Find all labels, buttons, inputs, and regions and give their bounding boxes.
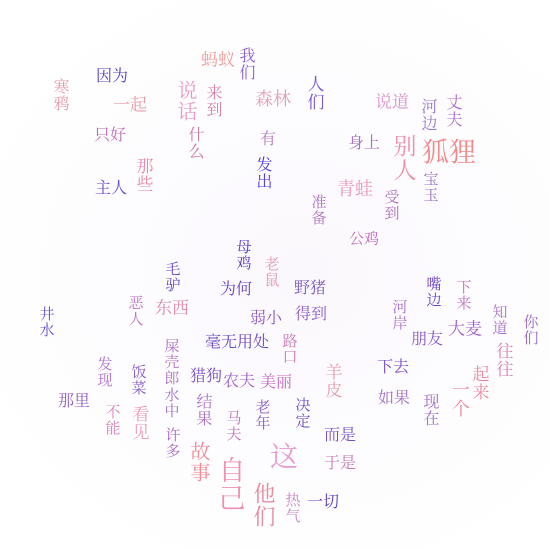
word-laonian: 老年 (253, 399, 272, 431)
word-yiqi: 一起 (113, 95, 147, 116)
word-shikelang: 屎壳郎 (162, 338, 181, 386)
word-bieren: 别人 (389, 134, 416, 182)
word-eren: 恶人 (126, 295, 145, 327)
word-yezhu: 野猪 (293, 278, 327, 297)
word-shuizhong: 水中 (162, 387, 181, 419)
word-shoudao: 受到 (382, 189, 401, 221)
word-gushi: 故事 (187, 441, 211, 483)
word-meili: 美丽 (259, 372, 293, 391)
word-shenshang: 身上 (347, 133, 381, 152)
word-ershi: 而是 (323, 425, 357, 444)
word-pengyou: 朋友 (410, 329, 444, 348)
word-xialai: 下来 (454, 279, 473, 311)
word-maolü: 毛驴 (163, 261, 182, 293)
word-jueding: 决定 (293, 397, 312, 429)
word-xianzai: 现在 (421, 393, 440, 427)
word-zhunbei: 准备 (309, 194, 328, 226)
word-ruguo: 如果 (377, 388, 411, 407)
word-nimen: 你们 (521, 314, 540, 346)
word-wangwang: 往往 (492, 342, 513, 378)
word-hean: 河岸 (390, 299, 409, 331)
word-xiaqu: 下去 (376, 357, 410, 376)
word-damai: 大麦 (448, 319, 482, 340)
word-ruoxiao: 弱小 (249, 308, 283, 327)
word-kanjian: 看见 (128, 405, 149, 441)
word-laidao: 来到 (204, 84, 223, 118)
word-shuodao: 说道 (375, 92, 409, 113)
word-qilai: 起来 (468, 365, 489, 401)
word-nongfu: 农夫 (222, 371, 256, 390)
word-renmen: 人们 (303, 75, 324, 111)
word-jieguo: 结果 (194, 393, 213, 427)
word-zhidao: 知道 (490, 304, 509, 336)
word-zhuren: 主人 (94, 178, 128, 197)
word-fancai: 饭菜 (129, 364, 148, 396)
word-buneng: 不能 (103, 404, 122, 436)
word-jingshui: 井水 (37, 306, 56, 338)
word-shenme: 什么 (186, 126, 205, 160)
word-zuibian: 嘴边 (424, 276, 443, 308)
word-qingwa: 青蛙 (337, 179, 373, 200)
word-hebian: 河边 (419, 98, 438, 132)
word-lukou: 路口 (280, 333, 299, 365)
word-zhangfu: 丈夫 (444, 94, 463, 128)
word-senlin: 森林 (255, 89, 291, 110)
word-haowuyongchu: 毫无用处 (204, 332, 270, 351)
word-laoshu: 老鼠 (262, 256, 281, 288)
word-yangpi: 羊皮 (321, 363, 342, 399)
word-gongji: 公鸡 (348, 229, 380, 248)
word-nali: 那里 (57, 391, 91, 410)
word-tamen: 他们 (250, 482, 275, 528)
word-weihe: 为何 (219, 279, 253, 298)
word-yiqie: 一切 (306, 492, 340, 511)
word-fachu: 发出 (254, 156, 273, 190)
word-reqi: 热气 (283, 492, 302, 524)
word-dedao: 得到 (294, 304, 328, 323)
word-liegou: 猎狗 (189, 366, 223, 385)
word-yushi: 于是 (323, 453, 357, 472)
word-zhihao: 只好 (93, 125, 127, 144)
word-hanya: 寒鸦 (51, 78, 70, 112)
word-you: 有 (259, 129, 277, 148)
word-yige: 一个 (449, 380, 470, 418)
word-zhe: 这 (269, 440, 299, 473)
word-dongxi: 东西 (155, 298, 189, 319)
word-mafu: 马夫 (224, 410, 243, 442)
word-baoyu: 宝玉 (421, 171, 440, 203)
word-huli: 狐狸 (422, 137, 476, 169)
word-ziji: 自己 (213, 456, 245, 512)
word-women: 我们 (237, 47, 256, 81)
word-xuduo: 许多 (163, 427, 182, 459)
word-faxian: 发现 (95, 356, 114, 388)
word-muji: 母鸡 (234, 239, 253, 271)
word-naxie: 那些 (132, 157, 153, 193)
word-mayi: 蚂蚁 (201, 50, 235, 71)
word-yinwei: 因为 (95, 66, 129, 85)
word-shuohua: 说话 (174, 80, 198, 122)
